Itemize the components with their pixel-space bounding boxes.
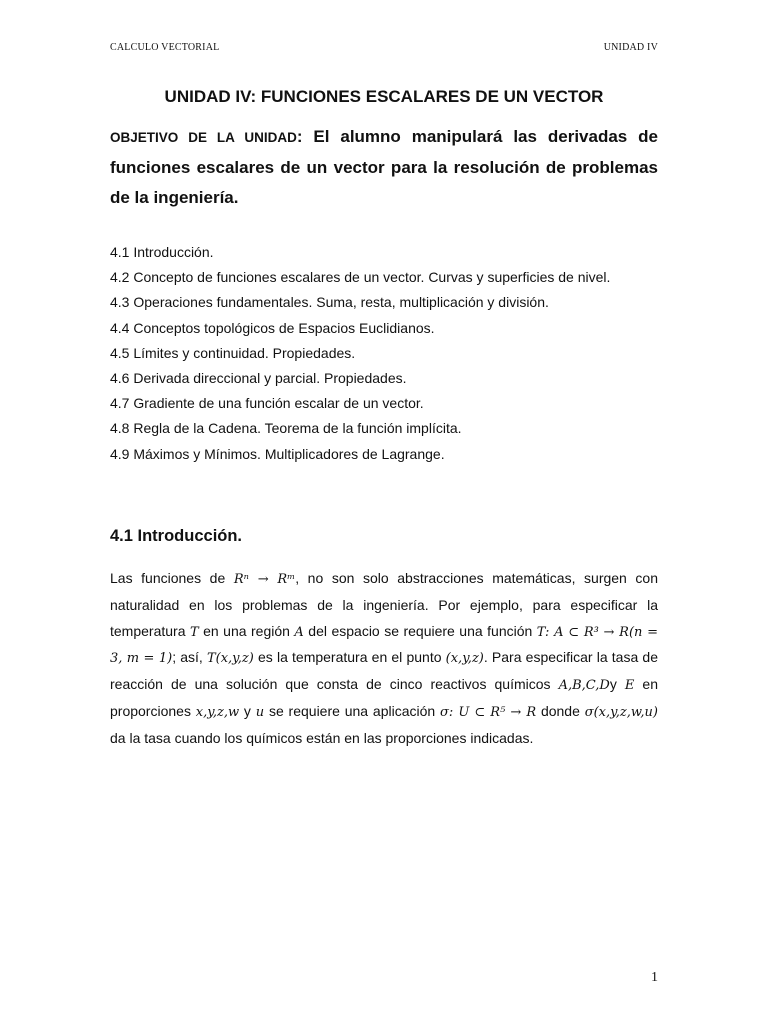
objective-paragraph bbox=[110, 122, 658, 213]
table-of-contents bbox=[110, 240, 658, 467]
text-run: y bbox=[609, 676, 625, 693]
text-run: en proporciones bbox=[110, 676, 658, 719]
text-run: Las funciones de bbox=[110, 570, 234, 586]
toc-item: 4.5 Límites y continuidad. Propiedades. bbox=[110, 344, 356, 361]
toc-item: 4.8 Regla de la Cadena. Teorema de la función implícita. bbox=[110, 420, 462, 437]
page-title: UNIDAD IV: FUNCIONES ESCALARES DE UN VECTOR bbox=[164, 87, 604, 106]
text-run: donde bbox=[536, 702, 585, 719]
math-expression: Rⁿ → Rᵐ bbox=[233, 572, 296, 587]
header-left: CALCULO VECTORIAL bbox=[110, 42, 220, 53]
text-run: y bbox=[239, 702, 256, 719]
text-run: . Para especificar la tasa de reacción de una solución que consta de cinco reactivos químicos bbox=[110, 649, 658, 693]
math-expression: A,B,C,D bbox=[558, 678, 610, 694]
objective-text: : El alumno manipulará las derivadas de funciones escalares de un vector para la resolución de problemas de la ingeniería. bbox=[110, 127, 658, 207]
math-expression: u bbox=[255, 704, 265, 720]
objective-label: OBJETIVO DE LA UNIDAD bbox=[110, 130, 297, 145]
text-run: en una región bbox=[198, 622, 295, 639]
text-run: da la tasa cuando los químicos están en las proporciones indicadas. bbox=[110, 729, 534, 746]
math-expression: σ(x,y,z,w,u) bbox=[584, 704, 659, 720]
page-number: 1 bbox=[651, 970, 658, 985]
math-expression: A bbox=[294, 624, 304, 640]
math-expression: E bbox=[624, 678, 635, 694]
intro-paragraph bbox=[110, 566, 658, 752]
toc-item: 4.4 Conceptos topológicos de Espacios Euclidianos. bbox=[110, 319, 435, 336]
header-right: UNIDAD IV bbox=[603, 42, 658, 53]
math-expression: T: A ⊂ R³ → R(n = 3, m = 1) bbox=[110, 624, 659, 667]
math-expression: σ: U ⊂ R⁵ → R bbox=[440, 704, 537, 720]
toc-item: 4.1 Introducción. bbox=[110, 244, 214, 260]
text-run: ; así, bbox=[172, 649, 207, 666]
toc-item: 4.2 Concepto de funciones escalares de un vector. Curvas y superficies de nivel. bbox=[110, 269, 611, 286]
text-run: del espacio se requiere una función bbox=[303, 622, 537, 639]
math-expression: (x,y,z) bbox=[445, 651, 484, 667]
toc-item: 4.3 Operaciones fundamentales. Suma, resta, multiplicación y división. bbox=[110, 294, 549, 311]
section-heading: 4.1 Introducción. bbox=[110, 527, 243, 545]
text-run: es la temperatura en el punto bbox=[253, 649, 446, 666]
toc-item: 4.6 Derivada direccional y parcial. Propiedades. bbox=[110, 370, 407, 387]
math-expression: x,y,z,w bbox=[195, 704, 240, 720]
math-expression: T(x,y,z) bbox=[206, 651, 254, 667]
text-run: , no son solo abstracciones matemáticas, surgen con naturalidad en los problemas de la ingeniería. Por ejemplo, para especificar la temperatura bbox=[110, 570, 659, 639]
text-run: se requiere una aplicación bbox=[264, 702, 441, 719]
math-expression: T bbox=[189, 624, 199, 640]
toc-item: 4.7 Gradiente de una función escalar de un vector. bbox=[110, 395, 424, 412]
toc-item: 4.9 Máximos y Mínimos. Multiplicadores de Lagrange. bbox=[110, 445, 445, 462]
